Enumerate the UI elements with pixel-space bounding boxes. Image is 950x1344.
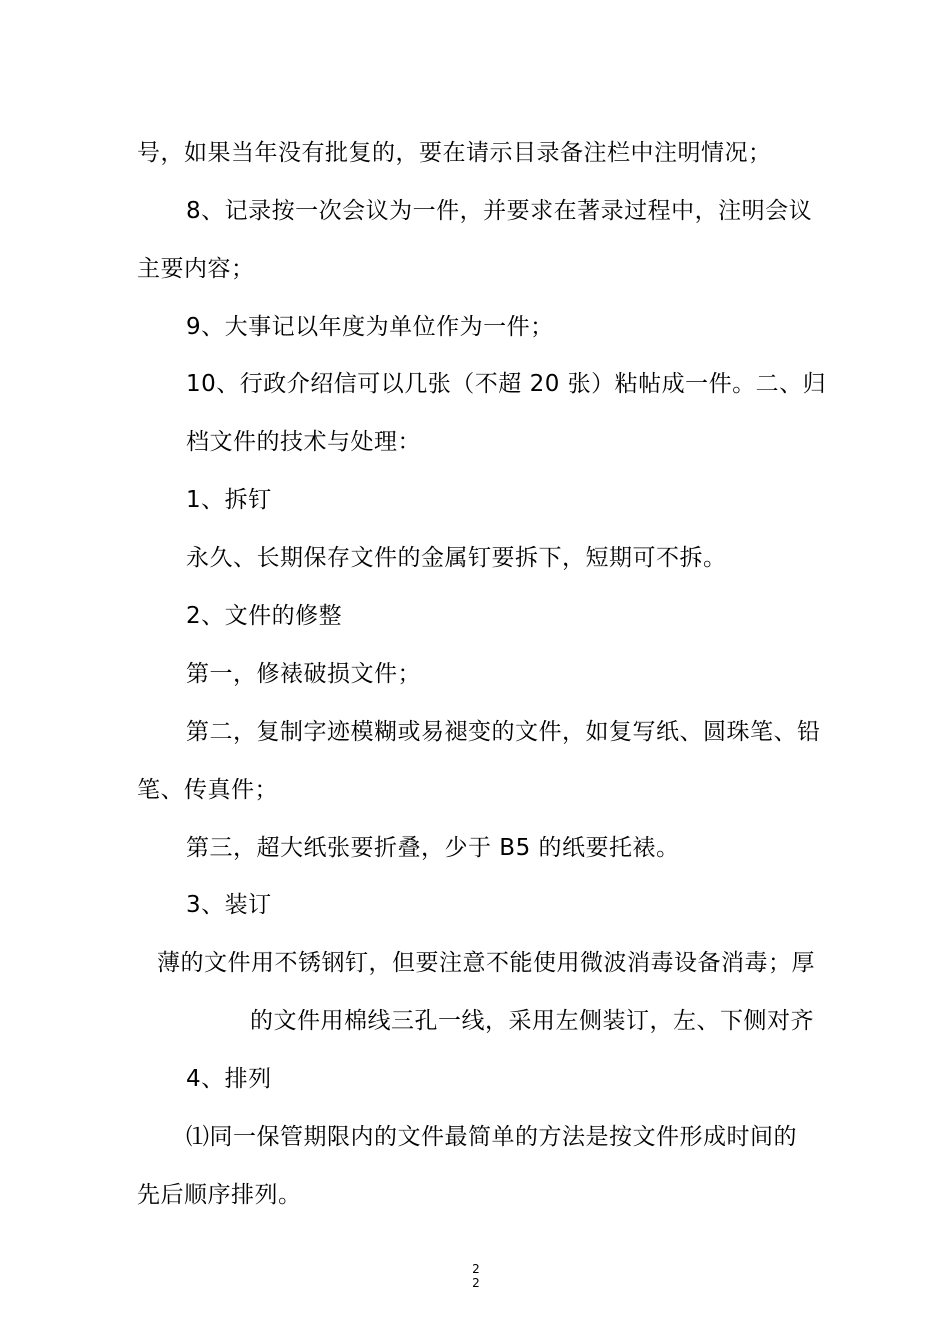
text-line: 薄的文件用不锈钢钉，但要注意不能使用微波消毒设备消毒；厚 — [157, 950, 815, 976]
text-line: 3、装订 — [186, 892, 272, 918]
text-line: 的文件用棉线三孔一线，采用左侧装订，左、下侧对齐 — [250, 1008, 814, 1034]
text-line: ⑴同一保管期限内的文件最简单的方法是按文件形成时间的 — [186, 1124, 797, 1150]
text-line: 8、记录按一次会议为一件，并要求在著录过程中，注明会议 — [186, 198, 813, 224]
page-number-bottom: 2 — [472, 1276, 480, 1290]
text-line: 1、拆钉 — [186, 487, 272, 513]
text-line: 9、大事记以年度为单位作为一件； — [186, 314, 554, 340]
text-line: 笔、传真件； — [137, 777, 278, 803]
text-line: 先后顺序排列。 — [137, 1182, 302, 1208]
page-number — [466, 1262, 486, 1290]
text-line: 第一，修裱破损文件； — [186, 661, 421, 687]
text-line: 第二，复制字迹模糊或易褪变的文件，如复写纸、圆珠笔、铅 — [186, 719, 821, 745]
text-line: 4、排列 — [186, 1066, 272, 1092]
text-line: 2、文件的修整 — [186, 603, 343, 629]
text-line: 档文件的技术与处理： — [186, 429, 421, 455]
text-line: 永久、长期保存文件的金属钉要拆下，短期可不拆。 — [186, 545, 727, 571]
text-line: 10、行政介绍信可以几张（不超 20 张）粘帖成一件。二、归 — [186, 371, 827, 397]
text-line: 第三，超大纸张要折叠，少于 B5 的纸要托裱。 — [186, 835, 680, 861]
text-line: 主要内容； — [137, 256, 255, 282]
page-number-top: 2 — [472, 1262, 480, 1276]
text-line: 号，如果当年没有批复的，要在请示目录备注栏中注明情况； — [137, 140, 772, 166]
